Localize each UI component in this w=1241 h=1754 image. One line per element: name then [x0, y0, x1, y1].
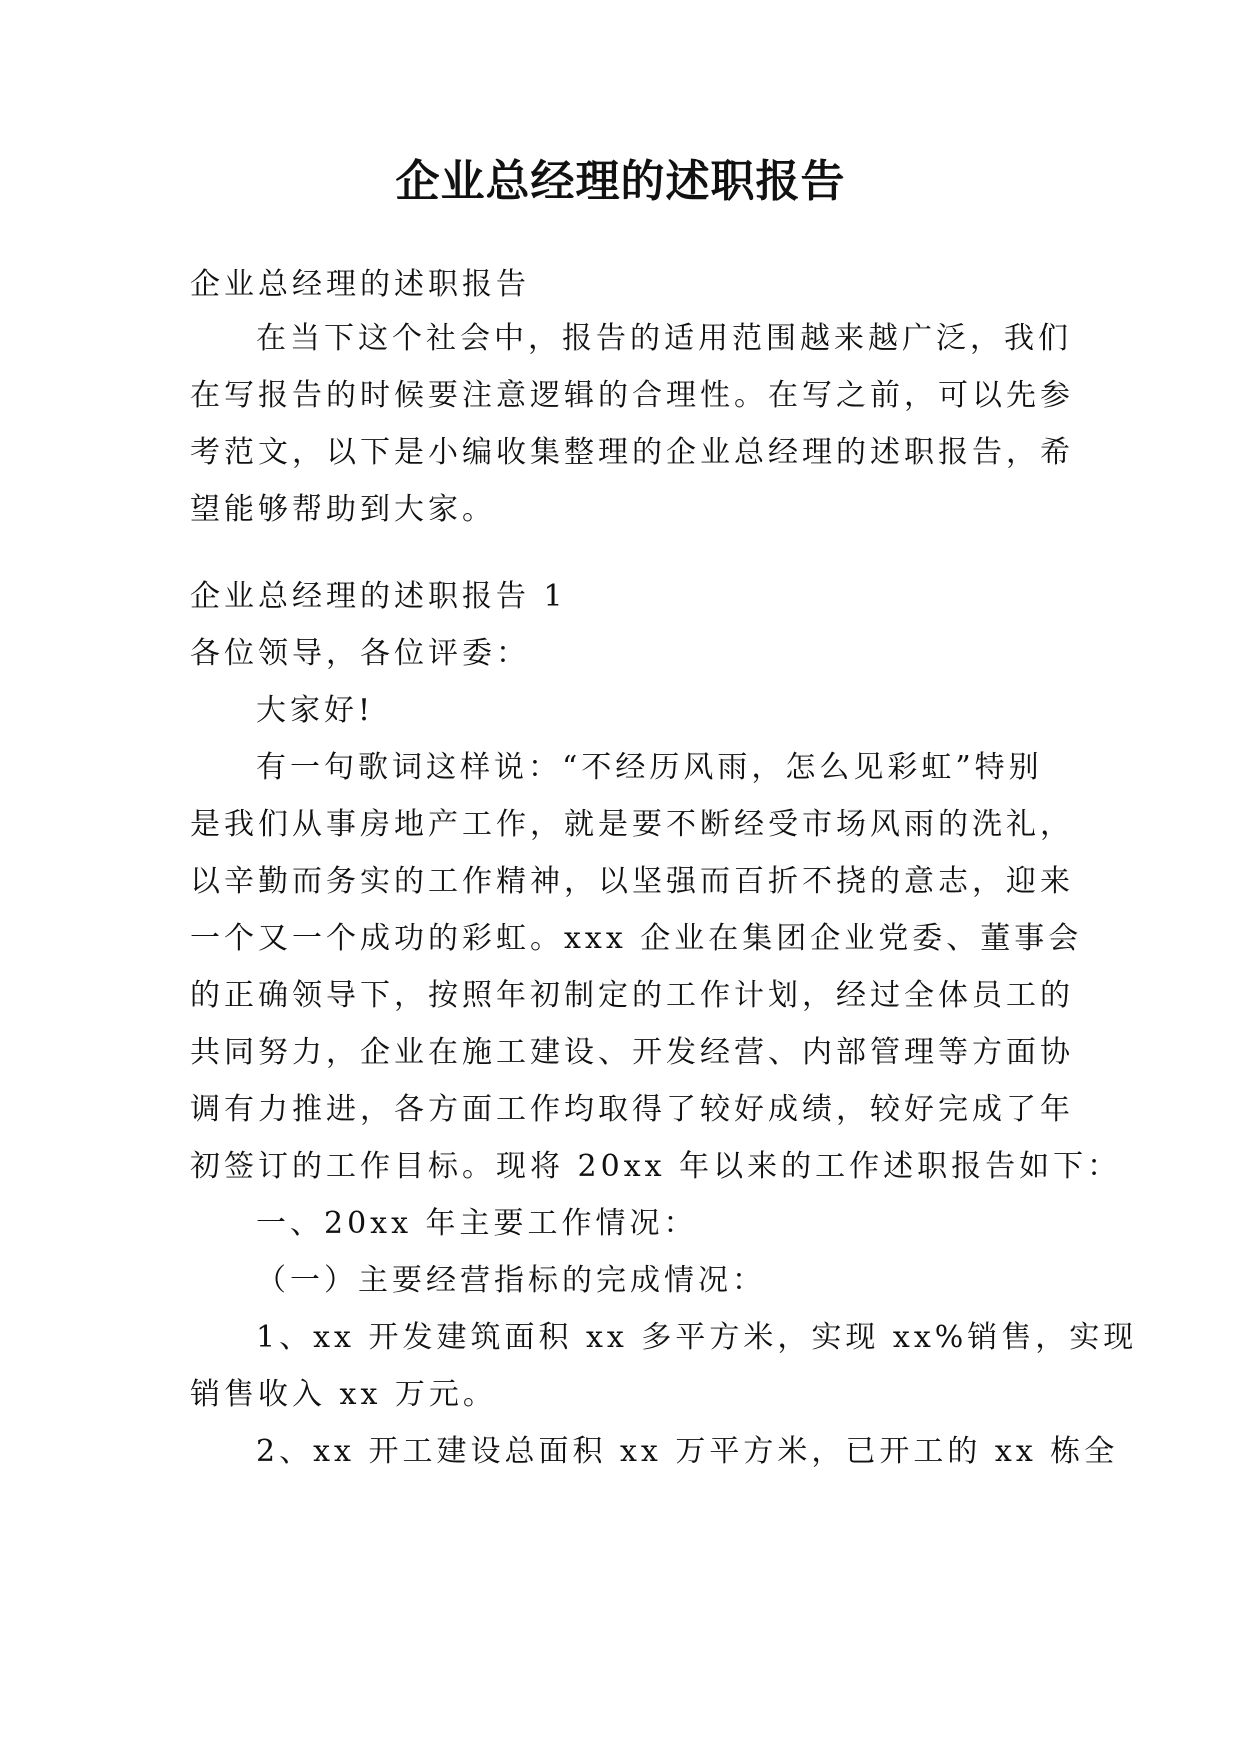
heading-level-2: （一）主要经营指标的完成情况： [256, 1263, 766, 1298]
item-1-line: 1、xx 开发建筑面积 xx 多平方米，实现 xx%销售，实现 [256, 1320, 1138, 1355]
body-line: 有一句歌词这样说：“不经历风雨，怎么见彩虹”特别 [256, 750, 1043, 785]
body-line: 一个又一个成功的彩虹。xxx 企业在集团企业党委、董事会 [190, 921, 1083, 956]
subtitle-line: 企业总经理的述职报告 [190, 267, 530, 302]
body-line: 调有力推进，各方面工作均取得了较好成绩，较好完成了年 [190, 1092, 1074, 1127]
body-line: 的正确领导下，按照年初制定的工作计划，经过全体员工的 [190, 978, 1074, 1013]
body-line: 以辛勤而务实的工作精神，以坚强而百折不挠的意志，迎来 [190, 864, 1074, 899]
item-1-line: 销售收入 xx 万元。 [190, 1377, 497, 1412]
heading-level-1: 一、20xx 年主要工作情况： [256, 1206, 698, 1241]
intro-line: 在当下这个社会中，报告的适用范围越来越广泛，我们 [256, 321, 1072, 356]
salutation: 各位领导，各位评委： [190, 636, 530, 671]
document-title: 企业总经理的述职报告 [395, 156, 846, 207]
intro-paragraph [190, 310, 1074, 538]
report-section [190, 568, 1138, 1480]
intro-line: 望能够帮助到大家。 [190, 492, 496, 527]
greeting: 大家好! [256, 693, 375, 728]
body-line: 是我们从事房地产工作，就是要不断经受市场风雨的洗礼， [190, 807, 1074, 842]
body-line: 共同努力，企业在施工建设、开发经营、内部管理等方面协 [190, 1035, 1074, 1070]
section-heading: 企业总经理的述职报告 1 [190, 579, 567, 614]
body-line: 初签订的工作目标。现将 20xx 年以来的工作述职报告如下： [190, 1149, 1122, 1184]
intro-line: 在写报告的时候要注意逻辑的合理性。在写之前，可以先参 [190, 378, 1074, 413]
document-subtitle [190, 256, 1052, 313]
item-2-line: 2、xx 开工建设总面积 xx 万平方米，已开工的 xx 栋全 [256, 1434, 1119, 1469]
intro-line: 考范文，以下是小编收集整理的企业总经理的述职报告，希 [190, 435, 1074, 470]
